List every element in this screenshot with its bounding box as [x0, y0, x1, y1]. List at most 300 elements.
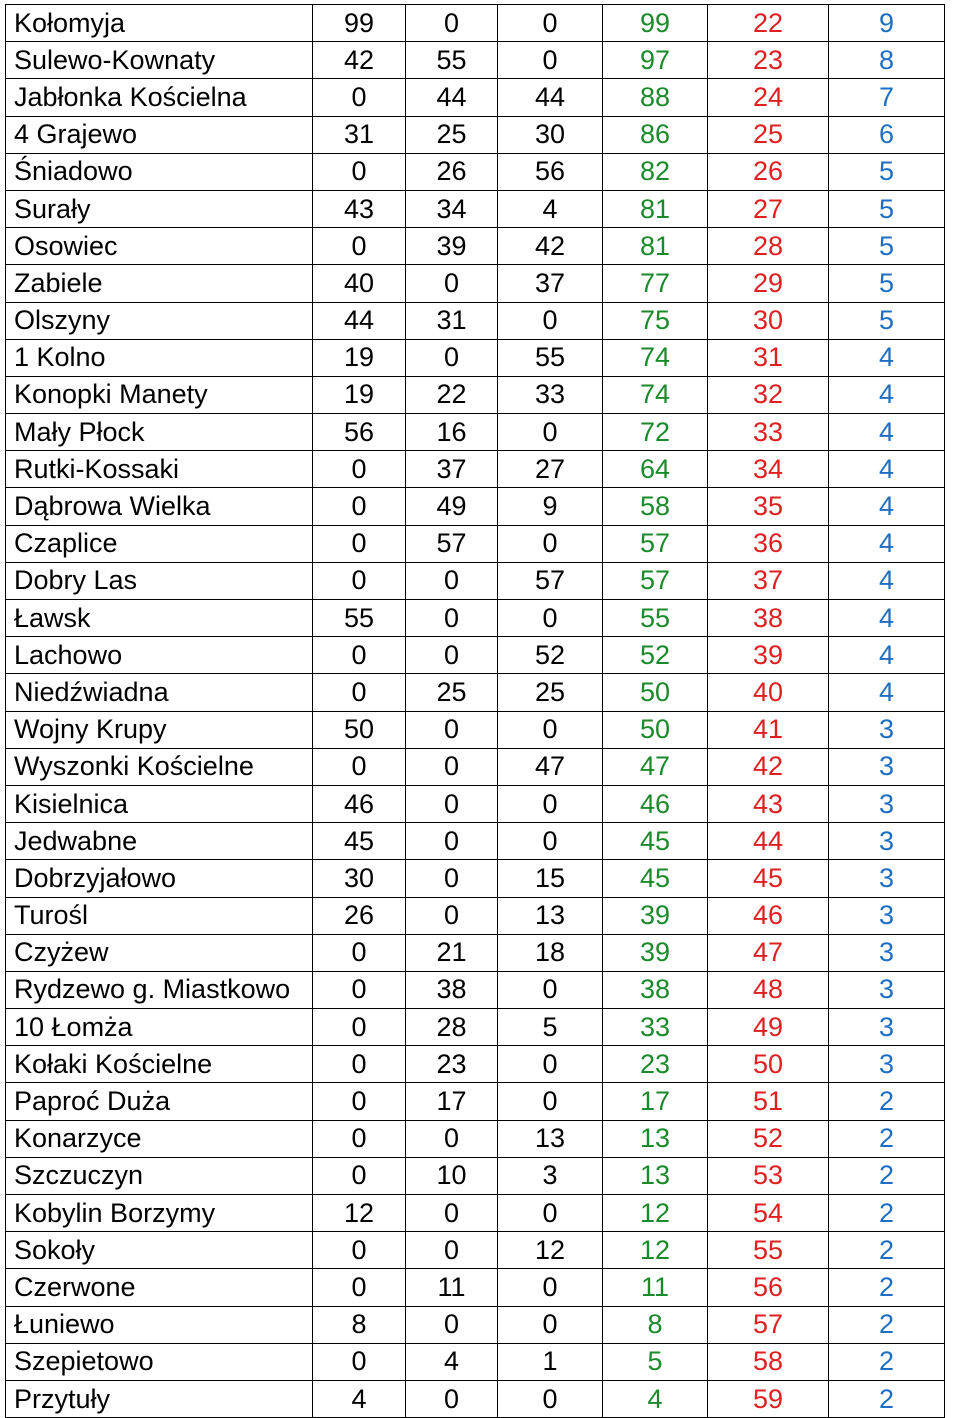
- score-c-cell: 44: [498, 79, 603, 116]
- points-cell: 2: [829, 1232, 945, 1269]
- rank-cell: 43: [708, 785, 829, 822]
- score-a-cell: 0: [313, 934, 406, 971]
- points-cell: 3: [829, 934, 945, 971]
- score-a-cell: 99: [313, 5, 406, 42]
- total-cell: 17: [603, 1083, 708, 1120]
- rank-cell: 22: [708, 5, 829, 42]
- club-name-cell: Dobrzyjałowo: [6, 860, 313, 897]
- club-name-cell: Surały: [6, 190, 313, 227]
- score-c-cell: 57: [498, 562, 603, 599]
- club-name-cell: Kołomyja: [6, 5, 313, 42]
- score-b-cell: 0: [406, 860, 498, 897]
- rank-cell: 45: [708, 860, 829, 897]
- rank-cell: 35: [708, 488, 829, 525]
- score-b-cell: 0: [406, 748, 498, 785]
- score-c-cell: 0: [498, 971, 603, 1008]
- total-cell: 12: [603, 1195, 708, 1232]
- score-a-cell: 31: [313, 116, 406, 153]
- rank-cell: 49: [708, 1009, 829, 1046]
- score-a-cell: 0: [313, 637, 406, 674]
- score-a-cell: 4: [313, 1380, 406, 1417]
- table-row: [6, 562, 945, 599]
- club-name-cell: Rydzewo g. Miastkowo: [6, 971, 313, 1008]
- total-cell: 11: [603, 1269, 708, 1306]
- points-cell: 2: [829, 1343, 945, 1380]
- club-name-cell: Przytuły: [6, 1380, 313, 1417]
- score-a-cell: 0: [313, 79, 406, 116]
- total-cell: 57: [603, 525, 708, 562]
- table-row: [6, 860, 945, 897]
- score-c-cell: 0: [498, 1083, 603, 1120]
- rank-cell: 27: [708, 190, 829, 227]
- rank-cell: 34: [708, 451, 829, 488]
- score-a-cell: 0: [313, 1083, 406, 1120]
- score-b-cell: 0: [406, 5, 498, 42]
- points-cell: 2: [829, 1157, 945, 1194]
- rank-cell: 58: [708, 1343, 829, 1380]
- score-b-cell: 34: [406, 190, 498, 227]
- score-b-cell: 23: [406, 1046, 498, 1083]
- total-cell: 23: [603, 1046, 708, 1083]
- score-c-cell: 56: [498, 153, 603, 190]
- total-cell: 50: [603, 711, 708, 748]
- score-b-cell: 10: [406, 1157, 498, 1194]
- points-cell: 8: [829, 42, 945, 79]
- score-c-cell: 52: [498, 637, 603, 674]
- score-c-cell: 3: [498, 1157, 603, 1194]
- points-cell: 3: [829, 1009, 945, 1046]
- points-cell: 4: [829, 414, 945, 451]
- total-cell: 8: [603, 1306, 708, 1343]
- table-row: [6, 451, 945, 488]
- score-a-cell: 0: [313, 451, 406, 488]
- score-a-cell: 56: [313, 414, 406, 451]
- total-cell: 86: [603, 116, 708, 153]
- score-b-cell: 0: [406, 339, 498, 376]
- score-b-cell: 0: [406, 823, 498, 860]
- points-cell: 5: [829, 190, 945, 227]
- total-cell: 55: [603, 600, 708, 637]
- table-row: [6, 116, 945, 153]
- rank-cell: 59: [708, 1380, 829, 1417]
- total-cell: 82: [603, 153, 708, 190]
- score-a-cell: 0: [313, 748, 406, 785]
- rank-cell: 54: [708, 1195, 829, 1232]
- table-row: [6, 1269, 945, 1306]
- table-row: [6, 971, 945, 1008]
- points-cell: 3: [829, 748, 945, 785]
- score-b-cell: 0: [406, 1380, 498, 1417]
- score-c-cell: 9: [498, 488, 603, 525]
- rank-cell: 55: [708, 1232, 829, 1269]
- table-row: [6, 1157, 945, 1194]
- score-a-cell: 43: [313, 190, 406, 227]
- score-b-cell: 0: [406, 1120, 498, 1157]
- total-cell: 81: [603, 190, 708, 227]
- club-name-cell: Osowiec: [6, 228, 313, 265]
- table-row: [6, 1306, 945, 1343]
- total-cell: 12: [603, 1232, 708, 1269]
- score-c-cell: 5: [498, 1009, 603, 1046]
- score-a-cell: 44: [313, 302, 406, 339]
- rank-cell: 29: [708, 265, 829, 302]
- table-row: [6, 934, 945, 971]
- score-a-cell: 0: [313, 1120, 406, 1157]
- rank-cell: 25: [708, 116, 829, 153]
- score-c-cell: 15: [498, 860, 603, 897]
- rank-cell: 30: [708, 302, 829, 339]
- score-c-cell: 1: [498, 1343, 603, 1380]
- score-c-cell: 30: [498, 116, 603, 153]
- table-row: [6, 190, 945, 227]
- rank-cell: 41: [708, 711, 829, 748]
- rank-cell: 23: [708, 42, 829, 79]
- club-name-cell: Konopki Manety: [6, 376, 313, 413]
- table-row: [6, 1232, 945, 1269]
- points-cell: 4: [829, 376, 945, 413]
- score-c-cell: 0: [498, 525, 603, 562]
- points-cell: 4: [829, 451, 945, 488]
- score-c-cell: 27: [498, 451, 603, 488]
- rank-cell: 36: [708, 525, 829, 562]
- club-name-cell: 10 Łomża: [6, 1009, 313, 1046]
- points-cell: 5: [829, 265, 945, 302]
- points-cell: 3: [829, 860, 945, 897]
- table-row: [6, 339, 945, 376]
- total-cell: 13: [603, 1120, 708, 1157]
- table-row: [6, 302, 945, 339]
- score-a-cell: 0: [313, 228, 406, 265]
- score-a-cell: 55: [313, 600, 406, 637]
- rank-cell: 31: [708, 339, 829, 376]
- club-name-cell: Lachowo: [6, 637, 313, 674]
- points-cell: 3: [829, 823, 945, 860]
- score-b-cell: 0: [406, 265, 498, 302]
- score-b-cell: 26: [406, 153, 498, 190]
- score-c-cell: 47: [498, 748, 603, 785]
- points-cell: 3: [829, 711, 945, 748]
- score-c-cell: 0: [498, 1380, 603, 1417]
- score-a-cell: 19: [313, 376, 406, 413]
- points-cell: 4: [829, 600, 945, 637]
- rank-cell: 26: [708, 153, 829, 190]
- score-b-cell: 11: [406, 1269, 498, 1306]
- rank-cell: 47: [708, 934, 829, 971]
- score-c-cell: 0: [498, 1195, 603, 1232]
- score-c-cell: 0: [498, 600, 603, 637]
- score-c-cell: 0: [498, 5, 603, 42]
- score-c-cell: 42: [498, 228, 603, 265]
- score-a-cell: 42: [313, 42, 406, 79]
- table-row: [6, 414, 945, 451]
- total-cell: 97: [603, 42, 708, 79]
- points-cell: 3: [829, 1046, 945, 1083]
- score-c-cell: 55: [498, 339, 603, 376]
- points-cell: 2: [829, 1195, 945, 1232]
- points-cell: 3: [829, 897, 945, 934]
- score-b-cell: 21: [406, 934, 498, 971]
- score-a-cell: 30: [313, 860, 406, 897]
- score-a-cell: 0: [313, 674, 406, 711]
- points-cell: 3: [829, 971, 945, 1008]
- total-cell: 39: [603, 897, 708, 934]
- score-b-cell: 55: [406, 42, 498, 79]
- club-name-cell: Czerwone: [6, 1269, 313, 1306]
- score-b-cell: 0: [406, 1306, 498, 1343]
- club-name-cell: Szczuczyn: [6, 1157, 313, 1194]
- points-cell: 4: [829, 525, 945, 562]
- total-cell: 13: [603, 1157, 708, 1194]
- total-cell: 72: [603, 414, 708, 451]
- score-c-cell: 0: [498, 42, 603, 79]
- total-cell: 74: [603, 376, 708, 413]
- rank-cell: 32: [708, 376, 829, 413]
- score-b-cell: 39: [406, 228, 498, 265]
- total-cell: 50: [603, 674, 708, 711]
- results-table: [5, 4, 945, 1418]
- club-name-cell: 1 Kolno: [6, 339, 313, 376]
- rank-cell: 56: [708, 1269, 829, 1306]
- table-row: [6, 265, 945, 302]
- total-cell: 74: [603, 339, 708, 376]
- club-name-cell: Czyżew: [6, 934, 313, 971]
- score-a-cell: 8: [313, 1306, 406, 1343]
- table-row: [6, 748, 945, 785]
- total-cell: 5: [603, 1343, 708, 1380]
- score-a-cell: 19: [313, 339, 406, 376]
- table-row: [6, 79, 945, 116]
- score-a-cell: 0: [313, 525, 406, 562]
- points-cell: 2: [829, 1306, 945, 1343]
- points-cell: 4: [829, 562, 945, 599]
- score-b-cell: 28: [406, 1009, 498, 1046]
- table-row: [6, 376, 945, 413]
- rank-cell: 50: [708, 1046, 829, 1083]
- club-name-cell: Zabiele: [6, 265, 313, 302]
- score-c-cell: 33: [498, 376, 603, 413]
- score-c-cell: 0: [498, 711, 603, 748]
- points-cell: 5: [829, 228, 945, 265]
- score-c-cell: 0: [498, 414, 603, 451]
- total-cell: 38: [603, 971, 708, 1008]
- score-b-cell: 0: [406, 1232, 498, 1269]
- score-a-cell: 0: [313, 1009, 406, 1046]
- score-c-cell: 18: [498, 934, 603, 971]
- total-cell: 46: [603, 785, 708, 822]
- rank-cell: 53: [708, 1157, 829, 1194]
- club-name-cell: Wojny Krupy: [6, 711, 313, 748]
- rank-cell: 39: [708, 637, 829, 674]
- score-c-cell: 0: [498, 1306, 603, 1343]
- score-a-cell: 0: [313, 1232, 406, 1269]
- table-row: [6, 1083, 945, 1120]
- table-row: [6, 674, 945, 711]
- score-b-cell: 44: [406, 79, 498, 116]
- total-cell: 81: [603, 228, 708, 265]
- score-b-cell: 0: [406, 897, 498, 934]
- points-cell: 2: [829, 1083, 945, 1120]
- rank-cell: 46: [708, 897, 829, 934]
- club-name-cell: Śniadowo: [6, 153, 313, 190]
- score-b-cell: 0: [406, 600, 498, 637]
- club-name-cell: Czaplice: [6, 525, 313, 562]
- club-name-cell: Jedwabne: [6, 823, 313, 860]
- table-row: [6, 1343, 945, 1380]
- club-name-cell: Ławsk: [6, 600, 313, 637]
- rank-cell: 51: [708, 1083, 829, 1120]
- rank-cell: 37: [708, 562, 829, 599]
- score-b-cell: 25: [406, 674, 498, 711]
- points-cell: 2: [829, 1120, 945, 1157]
- total-cell: 47: [603, 748, 708, 785]
- club-name-cell: Kobylin Borzymy: [6, 1195, 313, 1232]
- score-a-cell: 46: [313, 785, 406, 822]
- points-cell: 5: [829, 153, 945, 190]
- table-row: [6, 5, 945, 42]
- club-name-cell: Turośl: [6, 897, 313, 934]
- score-a-cell: 0: [313, 971, 406, 1008]
- score-c-cell: 4: [498, 190, 603, 227]
- score-b-cell: 31: [406, 302, 498, 339]
- club-name-cell: Szepietowo: [6, 1343, 313, 1380]
- rank-cell: 52: [708, 1120, 829, 1157]
- score-c-cell: 13: [498, 897, 603, 934]
- table-row: [6, 1009, 945, 1046]
- total-cell: 77: [603, 265, 708, 302]
- points-cell: 4: [829, 637, 945, 674]
- score-b-cell: 0: [406, 562, 498, 599]
- club-name-cell: Paproć Duża: [6, 1083, 313, 1120]
- score-c-cell: 0: [498, 1269, 603, 1306]
- score-a-cell: 0: [313, 562, 406, 599]
- score-c-cell: 0: [498, 785, 603, 822]
- table-row: [6, 823, 945, 860]
- rank-cell: 38: [708, 600, 829, 637]
- score-b-cell: 37: [406, 451, 498, 488]
- score-a-cell: 40: [313, 265, 406, 302]
- rank-cell: 42: [708, 748, 829, 785]
- table-row: [6, 153, 945, 190]
- rank-cell: 57: [708, 1306, 829, 1343]
- table-row: [6, 637, 945, 674]
- club-name-cell: Olszyny: [6, 302, 313, 339]
- club-name-cell: Niedźwiadna: [6, 674, 313, 711]
- score-a-cell: 26: [313, 897, 406, 934]
- score-a-cell: 45: [313, 823, 406, 860]
- club-name-cell: Sulewo-Kownaty: [6, 42, 313, 79]
- score-c-cell: 12: [498, 1232, 603, 1269]
- total-cell: 75: [603, 302, 708, 339]
- table-row: [6, 525, 945, 562]
- points-cell: 4: [829, 674, 945, 711]
- score-a-cell: 0: [313, 1046, 406, 1083]
- points-cell: 9: [829, 5, 945, 42]
- score-c-cell: 0: [498, 1046, 603, 1083]
- score-a-cell: 0: [313, 1157, 406, 1194]
- points-cell: 5: [829, 302, 945, 339]
- score-b-cell: 22: [406, 376, 498, 413]
- total-cell: 45: [603, 860, 708, 897]
- total-cell: 57: [603, 562, 708, 599]
- score-a-cell: 12: [313, 1195, 406, 1232]
- points-cell: 4: [829, 339, 945, 376]
- points-cell: 3: [829, 785, 945, 822]
- table-row: [6, 1120, 945, 1157]
- table-row: [6, 711, 945, 748]
- points-cell: 4: [829, 488, 945, 525]
- table-row: [6, 1195, 945, 1232]
- score-b-cell: 4: [406, 1343, 498, 1380]
- rank-cell: 44: [708, 823, 829, 860]
- club-name-cell: Łuniewo: [6, 1306, 313, 1343]
- total-cell: 88: [603, 79, 708, 116]
- score-b-cell: 57: [406, 525, 498, 562]
- club-name-cell: 4 Grajewo: [6, 116, 313, 153]
- total-cell: 58: [603, 488, 708, 525]
- score-c-cell: 0: [498, 823, 603, 860]
- points-cell: 2: [829, 1269, 945, 1306]
- club-name-cell: Jabłonka Kościelna: [6, 79, 313, 116]
- score-b-cell: 25: [406, 116, 498, 153]
- table-row: [6, 228, 945, 265]
- score-a-cell: 50: [313, 711, 406, 748]
- rank-cell: 24: [708, 79, 829, 116]
- table-row: [6, 897, 945, 934]
- score-c-cell: 25: [498, 674, 603, 711]
- total-cell: 99: [603, 5, 708, 42]
- table-row: [6, 600, 945, 637]
- total-cell: 45: [603, 823, 708, 860]
- club-name-cell: Dąbrowa Wielka: [6, 488, 313, 525]
- rank-cell: 48: [708, 971, 829, 1008]
- score-c-cell: 37: [498, 265, 603, 302]
- score-c-cell: 13: [498, 1120, 603, 1157]
- total-cell: 52: [603, 637, 708, 674]
- score-b-cell: 16: [406, 414, 498, 451]
- table-row: [6, 42, 945, 79]
- score-b-cell: 0: [406, 785, 498, 822]
- points-cell: 2: [829, 1380, 945, 1417]
- score-b-cell: 0: [406, 711, 498, 748]
- points-cell: 6: [829, 116, 945, 153]
- score-b-cell: 17: [406, 1083, 498, 1120]
- points-cell: 7: [829, 79, 945, 116]
- club-name-cell: Konarzyce: [6, 1120, 313, 1157]
- score-c-cell: 0: [498, 302, 603, 339]
- score-b-cell: 38: [406, 971, 498, 1008]
- club-name-cell: Dobry Las: [6, 562, 313, 599]
- table-row: [6, 488, 945, 525]
- club-name-cell: Kisielnica: [6, 785, 313, 822]
- rank-cell: 40: [708, 674, 829, 711]
- total-cell: 33: [603, 1009, 708, 1046]
- club-name-cell: Rutki-Kossaki: [6, 451, 313, 488]
- club-name-cell: Sokoły: [6, 1232, 313, 1269]
- total-cell: 64: [603, 451, 708, 488]
- club-name-cell: Mały Płock: [6, 414, 313, 451]
- total-cell: 4: [603, 1380, 708, 1417]
- score-b-cell: 49: [406, 488, 498, 525]
- club-name-cell: Wyszonki Kościelne: [6, 748, 313, 785]
- rank-cell: 28: [708, 228, 829, 265]
- results-body: [6, 5, 945, 1418]
- rank-cell: 33: [708, 414, 829, 451]
- score-a-cell: 0: [313, 153, 406, 190]
- score-a-cell: 0: [313, 1269, 406, 1306]
- score-b-cell: 0: [406, 637, 498, 674]
- table-row: [6, 1046, 945, 1083]
- table-row: [6, 785, 945, 822]
